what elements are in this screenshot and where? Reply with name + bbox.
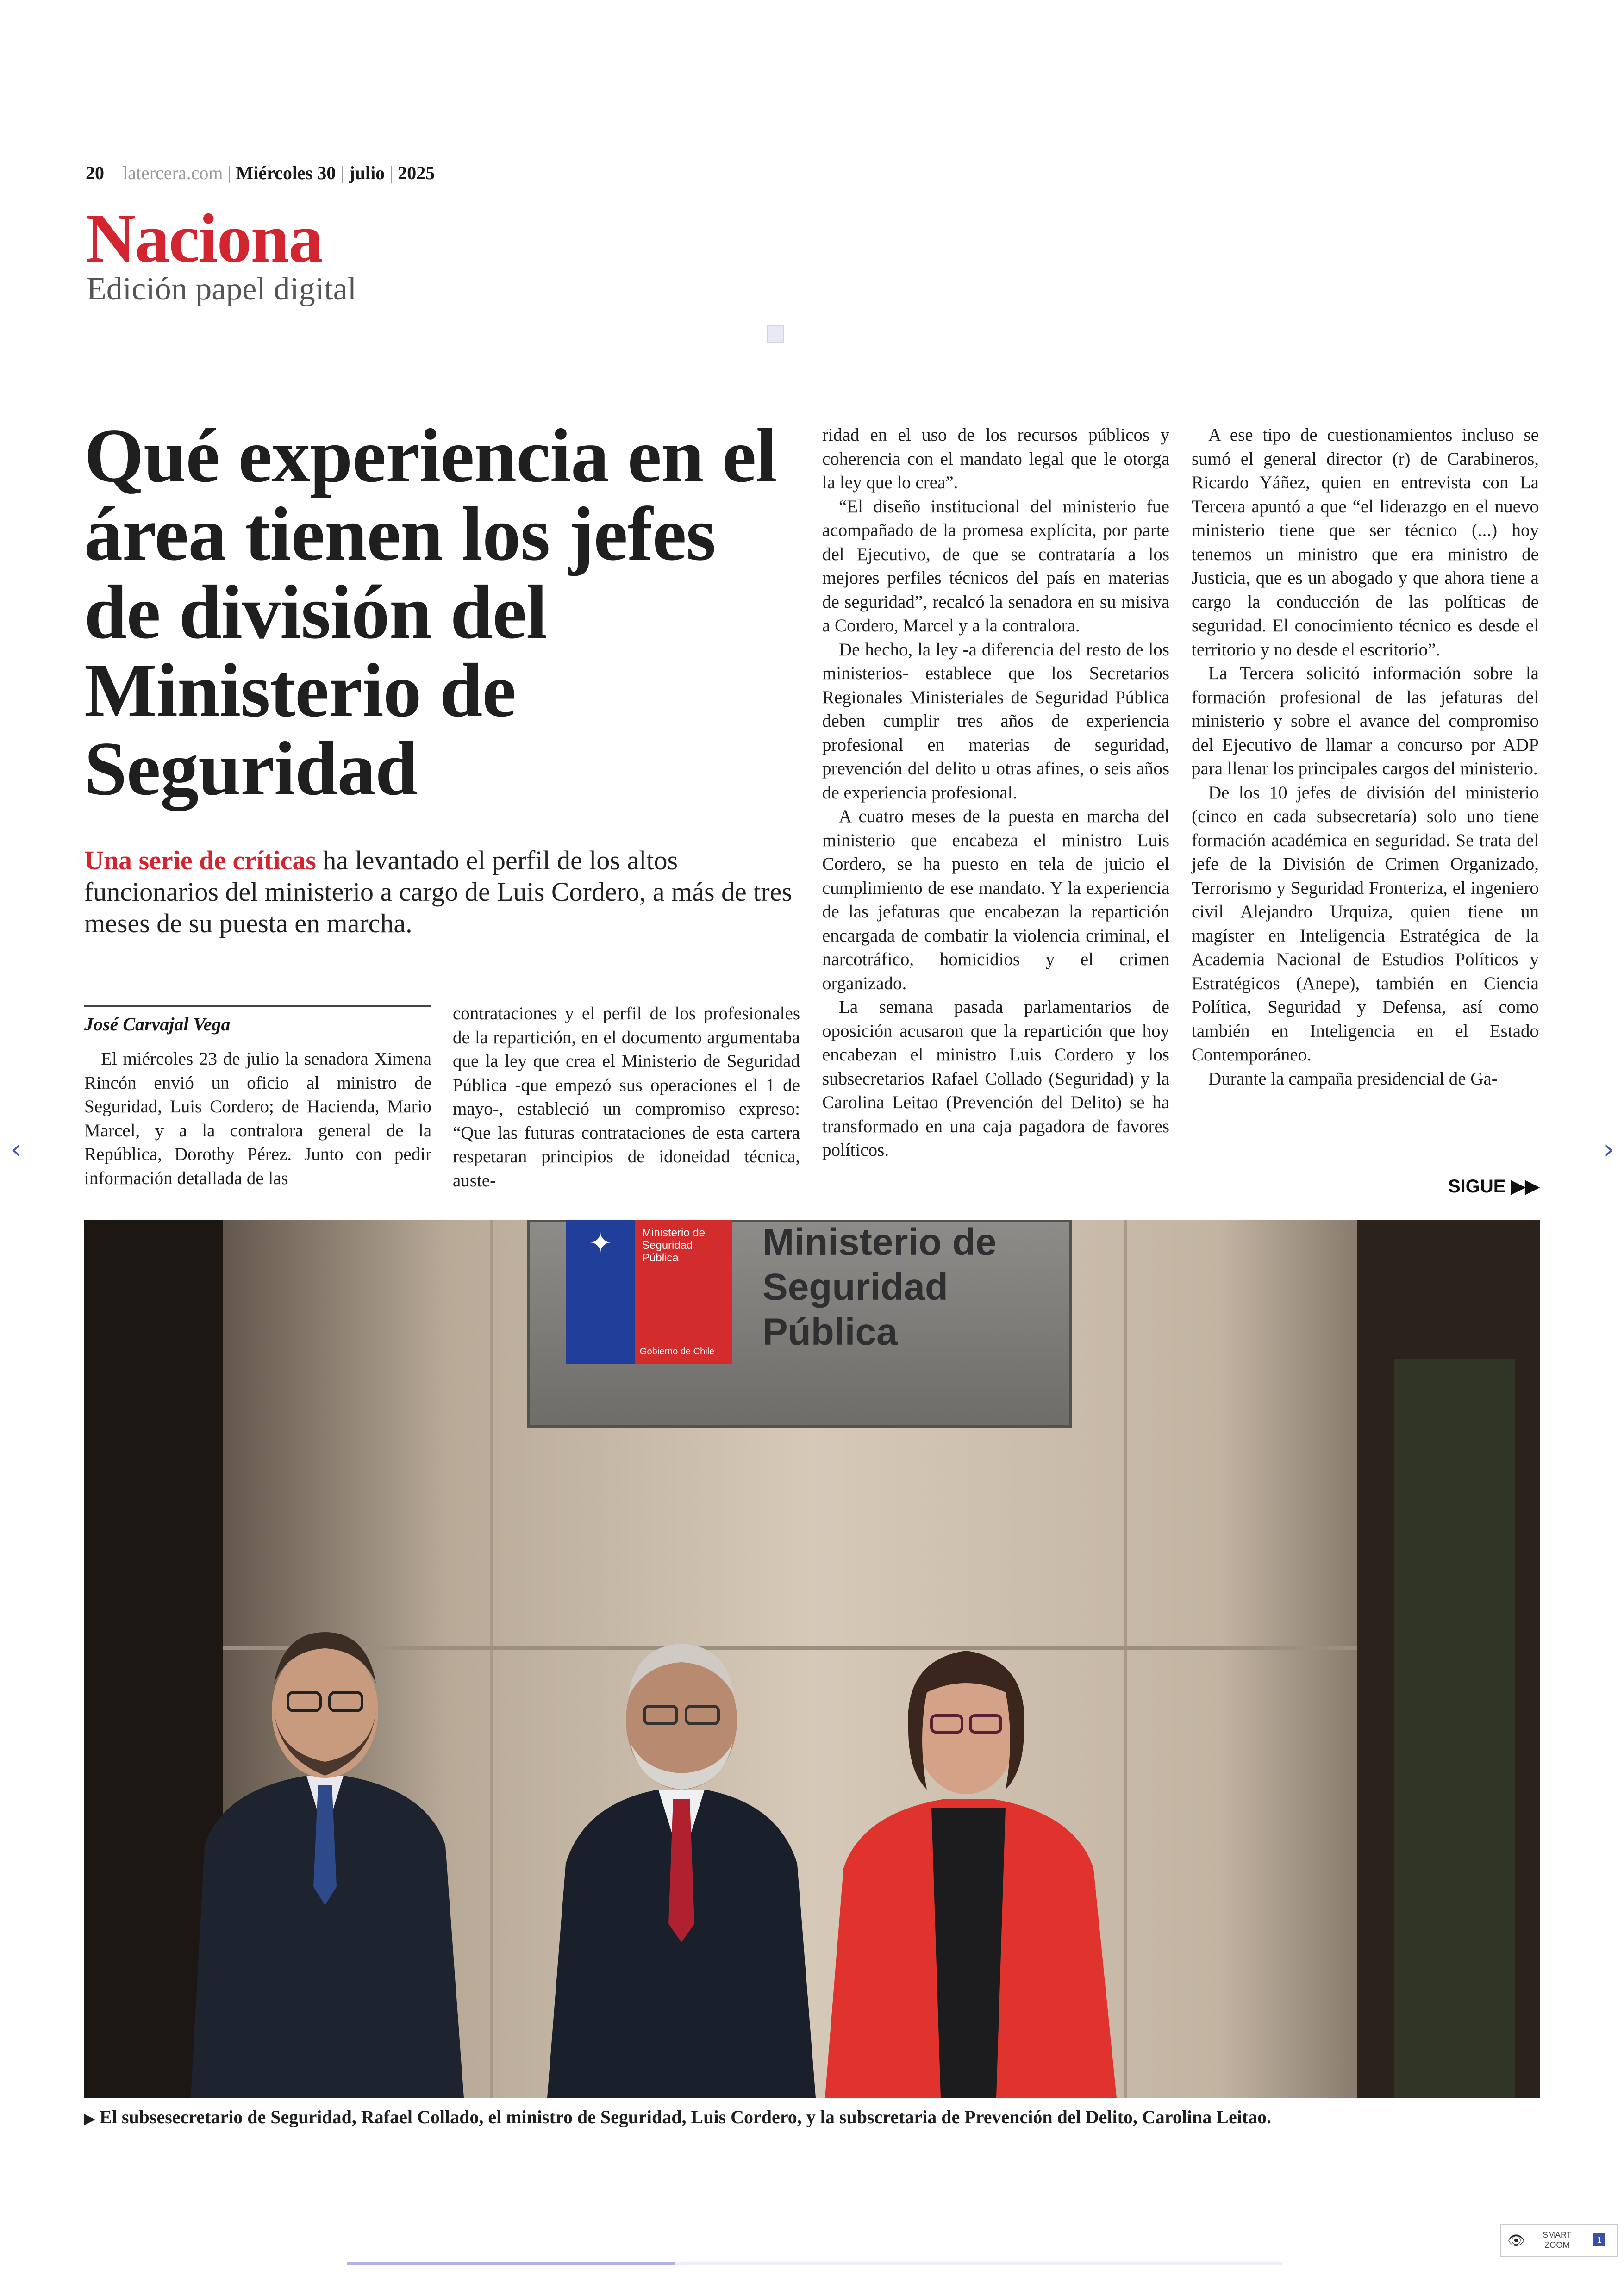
flag-text-2: Seguridad — [642, 1239, 693, 1252]
flag-text-1: Ministerio de — [642, 1227, 706, 1239]
byline: José Carvajal Vega — [84, 1014, 231, 1035]
reading-progress-fill — [347, 2262, 675, 2265]
dek-text: ha levantado el perfil de los altos funcionarios del ministerio a cargo de Luis Cordero, a más de tres meses de su puesta en marcha. — [84, 845, 793, 938]
page-number: 20 — [86, 162, 104, 183]
date-year: 2025 — [398, 162, 435, 183]
paragraph: Durante la campaña presidencial de Ga- — [1208, 1068, 1498, 1089]
article-dek — [84, 845, 806, 939]
sign-line-2: Seguridad — [762, 1266, 948, 1308]
svg-text:✦: ✦ — [588, 1227, 612, 1260]
chevron-right-icon[interactable]: › — [1603, 1133, 1614, 1166]
paragraph: contrataciones y el perfil de los profesionales de la repartición, en el documento argumentaba que la ley que crea el Ministerio de Seguridad Pública -que empezó sus operaciones el 1 de mayo-, estableció un compromiso expreso: “Que las futuras contrataciones de esta cartera respetaran principios de idoneidad técnica, auste- — [453, 1004, 800, 1191]
page-header-bar: 20 latercera.com | Miércoles 30 | julio | 2025 — [86, 162, 435, 183]
date-month: julio — [349, 162, 385, 183]
paragraph: A cuatro meses de la puesta en marcha del ministerio que encabeza el ministro Luis Cordero, se ha puesto en tela de juicio el cumplimiento de ese mandato. Y la experiencia de las jefaturas que encabezan la repartición encargada de combatir la violencia criminal, el narcotráfico, homicidios y el crimen organizado. — [822, 806, 1169, 993]
dek-highlight: Una serie de críticas — [84, 845, 316, 875]
paragraph: A ese tipo de cuestionamientos incluso se sumó el general director (r) de Carabineros, Ricardo Yáñez, quien en entrevista con La Tercera apuntó a que “el liderazgo en el nuevo ministerio tiene que ser técnico (...) hoy tenemos un ministro que era ministro de Justicia, que es un abogado y que ahora tiene a cargo la conducción de las políticas de seguridad. El conocimiento técnico es desde el territorio y no desde el escritorio”. — [1192, 425, 1539, 660]
page-count-badge: 1 — [1593, 2233, 1605, 2246]
paragraph: “El diseño institucional del ministerio fue acompañado de la promesa explícita, por parte del Ejecutivo, de que se contrataría a los mejores perfiles técnicos del país en materias de seguridad”, recalcó la senadora en su misiva a Cordero, Marcel y a la contralora. — [822, 496, 1169, 636]
article-column-2 — [453, 1002, 800, 1192]
smart-zoom-label — [1543, 2230, 1572, 2250]
continue-label[interactable] — [1448, 1176, 1539, 1197]
section-title: Naciona — [86, 200, 322, 277]
smart-zoom-button[interactable] — [1500, 2224, 1618, 2257]
paragraph: De hecho, la ley -a diferencia del resto de los ministerios- establece que los Secretarios Regionales Ministeriales de Seguridad Pública deben cumplir tres años de experiencia profesional en materias de seguridad, prevención del delito u otras afines, o seis años de experiencia profesional. — [822, 639, 1169, 803]
byline-block — [84, 1005, 431, 1048]
paragraph: El miércoles 23 de julio la senadora Ximena Rincón envió un oficio al ministro de Seguridad, Luis Cordero; de Hacienda, Mario Marcel, y a la contralora general de la República, Dorothy Pérez. Junto con pedir información detallada de las — [84, 1049, 431, 1188]
flag-text-3: Pública — [642, 1252, 679, 1264]
smart-zoom-line2: ZOOM — [1544, 2240, 1570, 2250]
continue-arrows-icon: ▶▶ — [1511, 1176, 1540, 1197]
paragraph: De los 10 jefes de división del ministerio (cinco en cada subsecretaría) solo uno tiene formación académica en seguridad. Se trata del jefe de la División de Crimen Organizado, Terrorismo y Seguridad Fronteriza, el ingeniero civil Alejandro Urquiza, quien tiene un magíster en Inteligencia Estratégica de la Academia Nacional de Estudios Políticos y Estratégicos (Anepe), también en Ciencia Política, Seguridad y Defensa, así como también en Inteligencia en el Estado Contemporáneo. — [1192, 782, 1539, 1065]
site-name: latercera.com — [123, 162, 223, 183]
caption-marker-icon: ▶ — [84, 2111, 95, 2127]
smart-zoom-line1: SMART — [1543, 2230, 1572, 2239]
article-column-4 — [1192, 423, 1539, 1091]
paragraph: La Tercera solicitó información sobre la formación profesional de las jefaturas del ministerio y sobre el avance del compromiso del Ejecutivo de llamar a concurso por ADP para llenar los principales cargos del ministerio. — [1192, 663, 1539, 779]
article-column-1 — [84, 1047, 431, 1190]
sign-line-1: Ministerio de — [762, 1221, 997, 1263]
photo-illustration — [84, 1220, 1540, 2098]
photo-caption — [84, 2106, 1271, 2128]
article-headline: Qué experiencia en el área tienen los jefes de división del Ministerio de Seguridad — [84, 413, 777, 811]
caption-text: El subsesecretario de Seguridad, Rafael Collado, el ministro de Seguridad, Luis Cordero, y la subscretaria de Prevención del Delito, Carolina Leitao. — [100, 2107, 1272, 2127]
article-column-3 — [822, 423, 1169, 1162]
date-weekday-day: Miércoles 30 — [236, 162, 336, 183]
page-marker-icon[interactable] — [767, 325, 784, 343]
paragraph: ridad en el uso de los recursos públicos y coherencia con el mandato legal que le otorga la ley que lo crea”. — [822, 425, 1169, 493]
edition-subtitle: Edición papel digital — [87, 271, 357, 307]
eye-icon: 👁 — [1507, 2233, 1525, 2249]
sign-line-3: Pública — [762, 1311, 898, 1353]
flag-footer: Gobierno de Chile — [640, 1347, 715, 1357]
continue-text: SIGUE — [1448, 1176, 1506, 1197]
article-photo — [84, 1220, 1540, 2098]
chevron-left-icon[interactable]: ‹ — [11, 1133, 22, 1166]
paragraph: La semana pasada parlamentarios de oposición acusaron que la repartición que hoy encabezan el ministro Luis Cordero y los subsecretarios Rafael Collado (Seguridad) y la Carolina Leitao (Prevención del Delito) se ha transformado en una caja pagadora de favores políticos. — [822, 997, 1169, 1160]
